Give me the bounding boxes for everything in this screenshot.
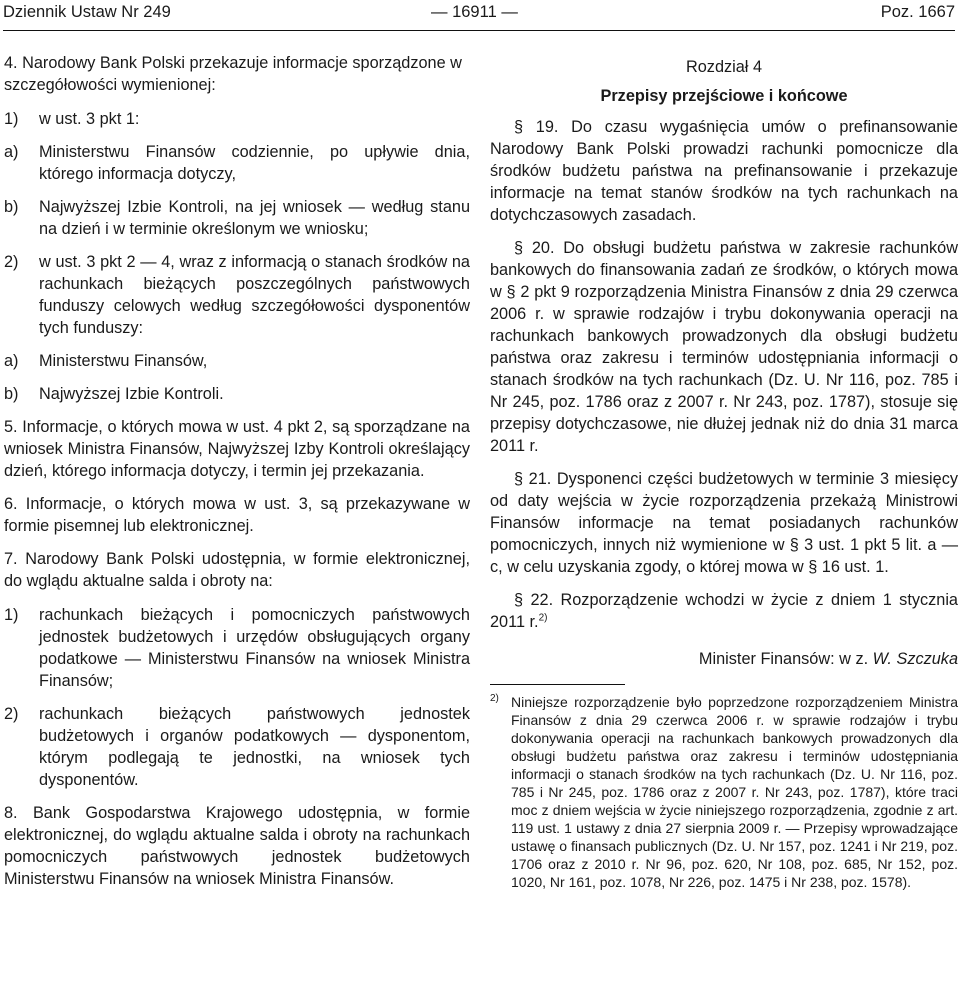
- section-20: § 20. Do obsługi budżetu państwa w zakresie rachunków bankowych do finansowania zadań ze środków, o których mowa w § 2 pkt 9 rozporządzenia Ministra Finansów z dnia 29 czerwca 2006 r. w sprawie rodzajów i trybu dokonywania operacji na rachunkach bankowych prowadzonych dla obsługi budżetu państwa oraz zakresu i terminów udostępniania informacji o stanach środków na tych rachunkach (Dz. U. Nr 116, poz. 785 i Nr 245, poz. 1786 oraz z 2007 r. Nr 243, poz. 1787), stosuje się przepisy dotychczasowe, nie dłużej jednak niż do dnia 31 marca 2011 r.: [490, 239, 958, 455]
- list-item-1b: [4, 196, 470, 240]
- list-text: rachunkach bieżących państwowych jednostek budżetowych i organów podatkowych — dysponentom, którym podlegają te jednostki, na wniosek tych dysponentów.: [39, 705, 470, 789]
- paragraph-4: 4. Narodowy Bank Polski przekazuje informacje sporządzone w szczegółowości wymienionej:: [4, 54, 462, 94]
- list-item-1a: [4, 141, 470, 185]
- list-text: Ministerstwu Finansów codziennie, po upływie dnia, którego informacja dotyczy,: [39, 143, 470, 183]
- list-number: 2): [4, 705, 19, 723]
- list-number: 1): [4, 110, 19, 128]
- signature: [490, 648, 958, 670]
- footnote-divider: [490, 684, 625, 685]
- list-text: rachunkach bieżących i pomocniczych państwowych jednostek budżetowych i urzędów obsługujących organy podatkowe — Ministerstwu Finansów na wniosek Ministra Finansów;: [39, 606, 470, 690]
- list-text: w ust. 3 pkt 2 — 4, wraz z informacją o stanach środków na rachunkach bieżących poszczególnych państwowych funduszy celowych według szczegółowości dysponentów tych funduszy:: [39, 253, 470, 337]
- signature-name: W. Szczuka: [872, 650, 958, 668]
- list-number: 2): [4, 253, 19, 271]
- list-item-2: [4, 251, 470, 339]
- list-letter: a): [4, 143, 19, 161]
- footnote-reference: 2): [538, 612, 548, 624]
- footnote-text: Niniejsze rozporządzenie było poprzedzone rozporządzeniem Ministra Finansów z dnia 29 czerwca 2006 r. w sprawie rodzajów i trybu dokonywania operacji na rachunkach bankowych prowadzonych dla obsługi budżetu państwa oraz zakresu i terminów udostępniania informacji o stanach środków na tych rachunkach (Dz. U. Nr 116, poz. 785 i Nr 245, poz. 1786 oraz z 2007 r. Nr 243, poz. 1787), które traci moc z dniem wejścia w życie niniejszego rozporządzenia, zgodnie z art. 119 ust. 1 ustawy z dnia 27 sierpnia 2009 r. — Przepisy wprowadzające ustawę o finansach publicznych (Dz. U. Nr 157, poz. 1241 i Nr 219, poz. 1706 oraz z 2010 r. Nr 96, poz. 620, Nr 108, poz. 685, Nr 152, poz. 1020, Nr 161, poz. 1078, Nr 226, poz. 1475 i Nr 238, poz. 1578).: [511, 694, 958, 890]
- footnote: [490, 693, 958, 891]
- signature-role: Minister Finansów: w z.: [698, 650, 869, 668]
- chapter-title: Przepisy przejściowe i końcowe: [600, 87, 848, 105]
- paragraph-5: 5. Informacje, o których mowa w ust. 4 pkt 2, są sporządzane na wniosek Ministra Finansów, Najwyższej Izby Kontroli określający dzień, którego informacja dotyczy, i termin jej przekazania.: [4, 418, 470, 480]
- list-number: 1): [4, 606, 19, 624]
- chapter-number: Rozdział 4: [685, 58, 763, 76]
- list-item-2a: [4, 350, 470, 372]
- list-item-1: [4, 108, 470, 130]
- list-item-2b: [4, 383, 470, 405]
- section-22: [490, 589, 958, 633]
- left-column: [4, 52, 470, 890]
- list-text: Ministerstwu Finansów,: [39, 352, 208, 370]
- section-21: § 21. Dysponenci części budżetowych w terminie 3 miesięcy od daty wejścia w życie rozporządzenia przekażą Ministrowi Finansów informacje na temat posiadanych rachunków pomocniczych, innych niż wymienione w § 3 ust. 1 pkt 5 lit. a — c, w celu uzyskania zgody, o której mowa w § 16 ust. 1.: [490, 470, 958, 576]
- journal-title: Dziennik Ustaw Nr 249: [3, 3, 171, 21]
- list-text: Najwyższej Izbie Kontroli.: [39, 385, 224, 403]
- footnote-number: 2): [490, 693, 499, 704]
- page-header: [3, 0, 955, 31]
- page-number: — 16911 —: [431, 3, 518, 21]
- position-number: Poz. 1667: [880, 3, 955, 21]
- paragraph-8: 8. Bank Gospodarstwa Krajowego udostępnia, w formie elektronicznej, do wglądu aktualne salda i obroty na rachunkach pomocniczych państwowych jednostek budżetowych Ministerstwu Finansów na wniosek Ministra Finansów.: [4, 804, 470, 888]
- list-text: w ust. 3 pkt 1:: [39, 110, 140, 128]
- paragraph-6: 6. Informacje, o których mowa w ust. 3, są przekazywane w formie pisemnej lub elektronicznej.: [4, 495, 470, 535]
- list-letter: a): [4, 352, 19, 370]
- list-letter: b): [4, 198, 19, 216]
- section-22-text: § 22. Rozporządzenie wchodzi w życie z dniem 1 stycznia 2011 r.: [490, 591, 958, 631]
- list-text: Najwyższej Izbie Kontroli, na jej wniosek — według stanu na dzień i w terminie określonym we wniosku;: [39, 198, 470, 238]
- list-item-7-2: [4, 703, 470, 791]
- list-item-7-1: [4, 604, 470, 692]
- list-letter: b): [4, 385, 19, 403]
- paragraph-7: 7. Narodowy Bank Polski udostępnia, w formie elektronicznej, do wglądu aktualne salda i obroty na:: [4, 550, 470, 590]
- section-19: § 19. Do czasu wygaśnięcia umów o prefinansowanie Narodowy Bank Polski prowadzi rachunki pomocnicze dla środków budżetu państwa na prefinansowanie i przekazuje informacje na temat stanów środków na tych rachunkach na dotychczasowych zasadach.: [490, 118, 958, 224]
- right-column: [490, 52, 958, 891]
